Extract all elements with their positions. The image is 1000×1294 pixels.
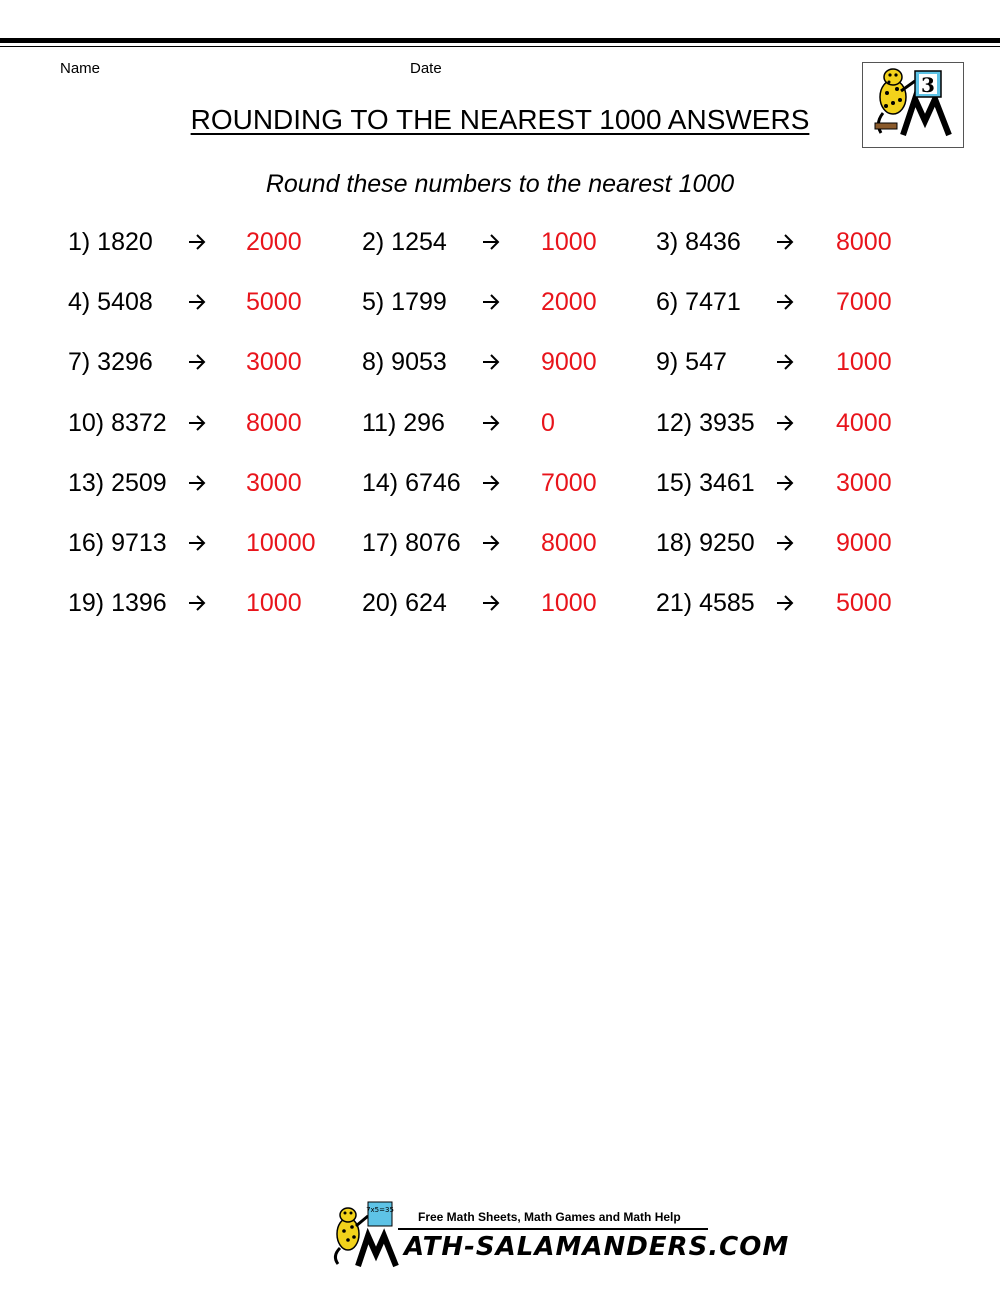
problem-answer: 9000: [541, 348, 597, 377]
problem-question: 2) 1254: [362, 228, 447, 256]
problem-item: [362, 469, 662, 505]
problem-question: 1) 1820: [68, 228, 153, 256]
problem-question: 3) 8436: [656, 228, 741, 256]
date-label: Date: [410, 60, 442, 77]
problem-item: [656, 288, 956, 324]
problem-item: [68, 228, 368, 264]
problem-item: [68, 469, 368, 505]
problem-item: [362, 409, 662, 445]
footer-tagline: Free Math Sheets, Math Games and Math Help: [418, 1210, 681, 1224]
right-arrow-icon: [482, 230, 500, 254]
problem-question: 21) 4585: [656, 589, 755, 618]
problem-question: 19) 1396: [68, 589, 167, 618]
problem-answer: 4000: [836, 408, 892, 437]
problem-item: [656, 409, 956, 445]
right-arrow-icon: [482, 350, 500, 374]
problem-answer: 2000: [246, 228, 302, 256]
right-arrow-icon: [776, 411, 794, 435]
problem-answer: 8000: [541, 529, 597, 557]
problem-item: [362, 589, 662, 625]
right-arrow-icon: [776, 230, 794, 254]
problem-answer: 8000: [246, 408, 302, 437]
problem-question: 7) 3296: [68, 348, 153, 377]
problem-question: 5) 1799: [362, 288, 447, 317]
problem-answer: 3000: [246, 348, 302, 377]
problem-question: 16) 9713: [68, 529, 167, 557]
problem-answer: 7000: [541, 468, 597, 497]
problem-question: 10) 8372: [68, 408, 167, 437]
problem-item: [656, 589, 956, 625]
problem-answer: 3000: [836, 468, 892, 497]
problem-answer: 10000: [246, 529, 316, 557]
right-arrow-icon: [482, 411, 500, 435]
title-text: ROUNDING TO THE NEAREST 1000 ANSWERS: [190, 104, 810, 135]
problem-answer: 2000: [541, 288, 597, 317]
problem-item: [68, 409, 368, 445]
footer-divider: [398, 1228, 708, 1230]
problem-question: 13) 2509: [68, 468, 167, 497]
problem-item: [362, 348, 662, 384]
problem-item: [68, 288, 368, 324]
right-arrow-icon: [188, 591, 206, 615]
problem-question: 20) 624: [362, 589, 447, 618]
problem-question: 18) 9250: [656, 529, 755, 557]
footer-branding: [326, 1198, 790, 1270]
right-arrow-icon: [776, 471, 794, 495]
problem-answer: 9000: [836, 529, 892, 557]
right-arrow-icon: [188, 471, 206, 495]
problem-question: 8) 9053: [362, 348, 447, 377]
problem-answer: 7000: [836, 288, 892, 317]
right-arrow-icon: [776, 350, 794, 374]
worksheet-subtitle: Round these numbers to the nearest 1000: [265, 170, 735, 198]
problem-answer: 1000: [836, 348, 892, 377]
right-arrow-icon: [188, 290, 206, 314]
right-arrow-icon: [482, 531, 500, 555]
problem-item: [362, 228, 662, 264]
problem-question: 4) 5408: [68, 288, 153, 317]
grade-number: 3: [921, 73, 935, 97]
right-arrow-icon: [188, 230, 206, 254]
right-arrow-icon: [188, 531, 206, 555]
problem-question: 14) 6746: [362, 468, 461, 497]
right-arrow-icon: [776, 290, 794, 314]
right-arrow-icon: [188, 411, 206, 435]
problem-question: 6) 7471: [656, 288, 741, 317]
problem-question: 11) 296: [362, 408, 445, 437]
problem-question: 15) 3461: [656, 468, 755, 497]
problem-answer: 1000: [246, 589, 302, 618]
problem-item: [68, 529, 368, 565]
problem-item: [656, 348, 956, 384]
right-arrow-icon: [776, 591, 794, 615]
problem-answer: 3000: [246, 468, 302, 497]
salamander-logo-icon: [326, 1198, 406, 1270]
problem-answer: 0: [541, 408, 555, 437]
problem-question: 9) 547: [656, 348, 727, 377]
problem-item: [68, 589, 368, 625]
problem-item: [362, 529, 662, 565]
problem-question: 12) 3935: [656, 408, 755, 437]
problem-item: [656, 228, 956, 264]
right-arrow-icon: [776, 531, 794, 555]
problem-answer: 5000: [246, 288, 302, 317]
right-arrow-icon: [188, 350, 206, 374]
problem-item: [362, 288, 662, 324]
problem-item: [68, 348, 368, 384]
problem-answer: 1000: [541, 228, 597, 256]
problem-item: [656, 469, 956, 505]
right-arrow-icon: [482, 290, 500, 314]
problem-answer: 5000: [836, 589, 892, 618]
name-label: Name: [60, 60, 101, 77]
footer-badge-text: 7x5=35: [366, 1206, 394, 1214]
problem-question: 17) 8076: [362, 529, 461, 557]
problem-answer: 8000: [836, 228, 892, 256]
problem-answer: 1000: [541, 589, 597, 618]
problem-item: [656, 529, 956, 565]
right-arrow-icon: [482, 471, 500, 495]
right-arrow-icon: [482, 591, 500, 615]
footer-site-name: ATH-SALAMANDERS.COM: [404, 1232, 790, 1262]
